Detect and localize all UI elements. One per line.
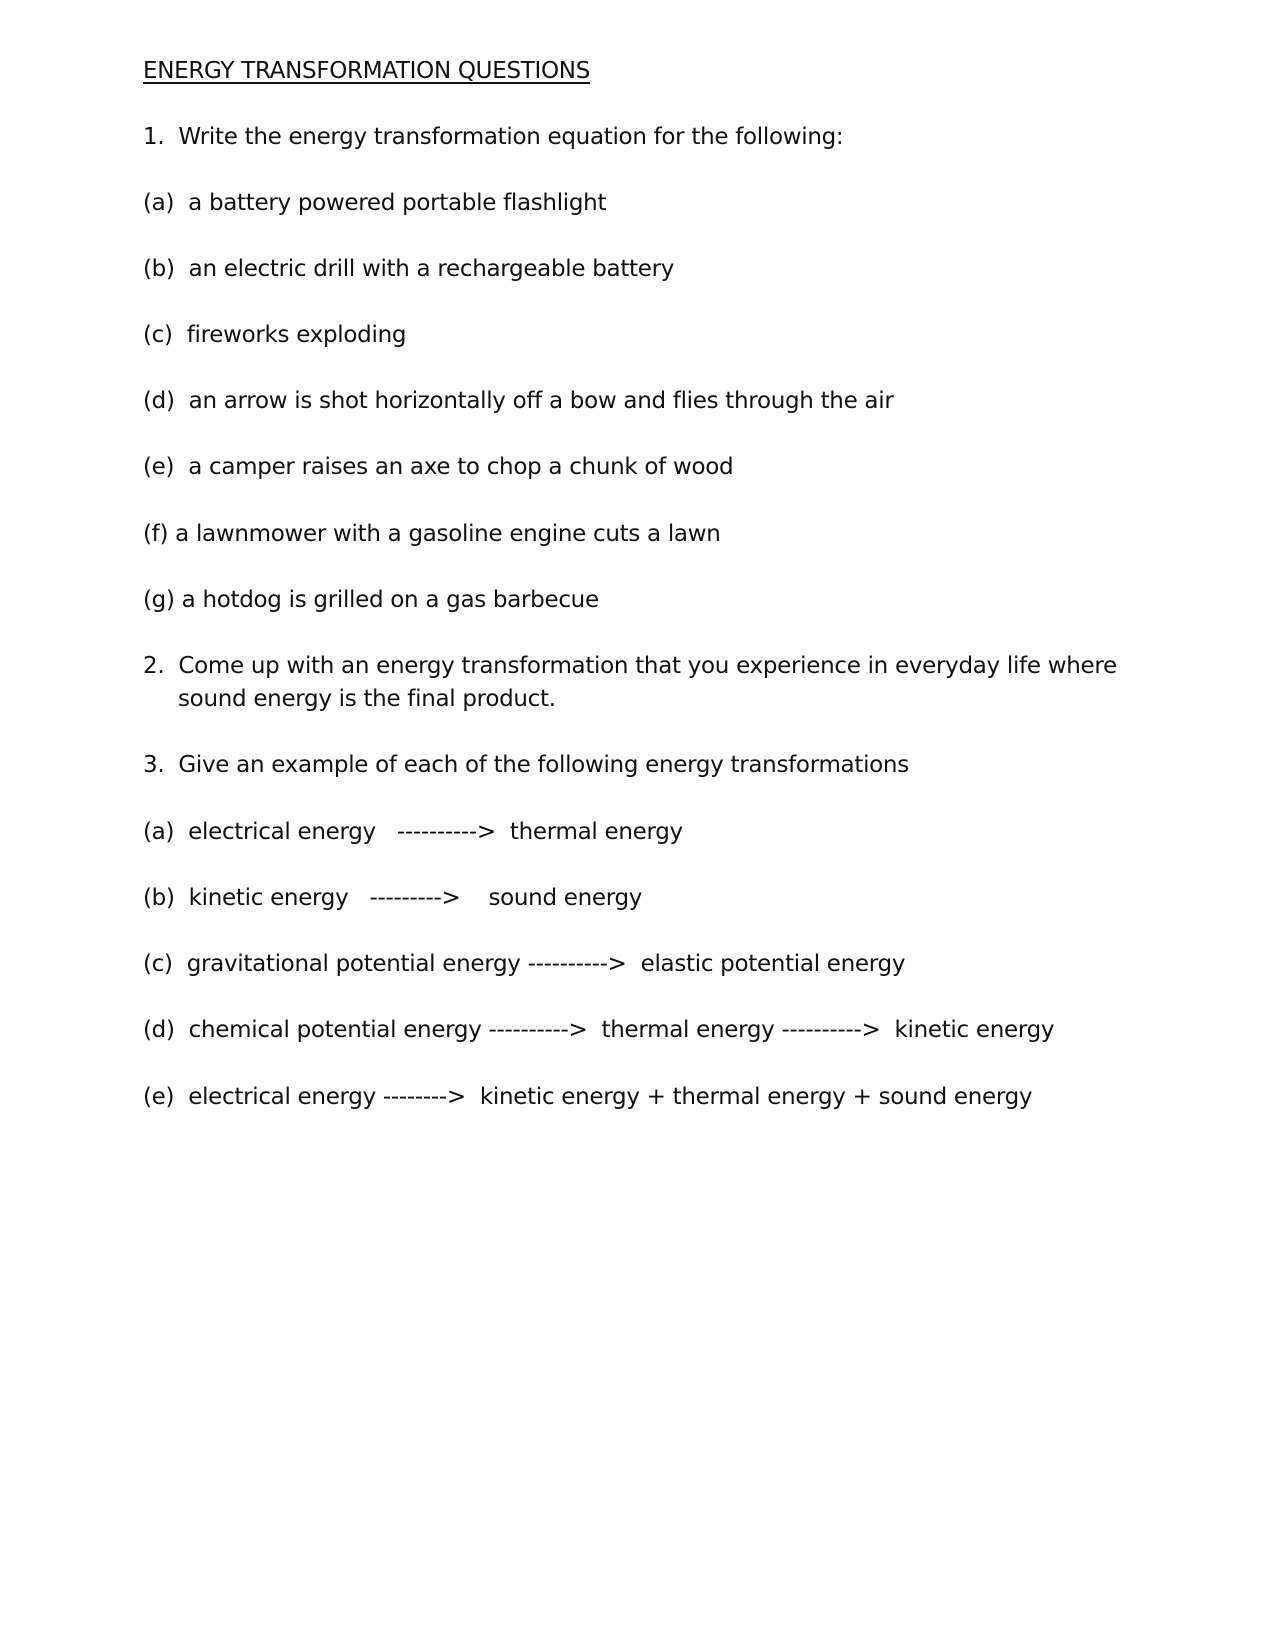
question-3e: (e) electrical energy --------> kinetic energy + thermal energy + sound energy — [143, 1084, 1033, 1110]
question-3c: (c) gravitational potential energy ----------> elastic potential energy — [143, 951, 906, 977]
question-1-prompt: 1. Write the energy transformation equation for the following: — [143, 124, 844, 150]
question-1f: (f) a lawnmower with a gasoline engine cuts a lawn — [143, 521, 721, 547]
question-1b: (b) an electric drill with a rechargeable battery — [143, 256, 675, 282]
question-3a: (a) electrical energy ----------> thermal energy — [143, 819, 683, 845]
question-2-line1: 2. Come up with an energy transformation that you experience in everyday life where — [143, 653, 1117, 679]
question-3b: (b) kinetic energy ---------> sound energy — [143, 885, 643, 911]
page-title: ENERGY TRANSFORMATION QUESTIONS — [143, 58, 590, 84]
question-3d: (d) chemical potential energy ----------> thermal energy ----------> kinetic energy — [143, 1017, 1055, 1043]
question-3-prompt: 3. Give an example of each of the following energy transformations — [143, 752, 909, 778]
question-2-line2: sound energy is the final product. — [178, 686, 556, 712]
question-1c: (c) fireworks exploding — [143, 322, 407, 348]
question-1e: (e) a camper raises an axe to chop a chunk of wood — [143, 454, 734, 480]
question-1d: (d) an arrow is shot horizontally off a bow and flies through the air — [143, 388, 894, 414]
question-1a: (a) a battery powered portable flashlight — [143, 190, 607, 216]
question-1g: (g) a hotdog is grilled on a gas barbecue — [143, 587, 599, 613]
